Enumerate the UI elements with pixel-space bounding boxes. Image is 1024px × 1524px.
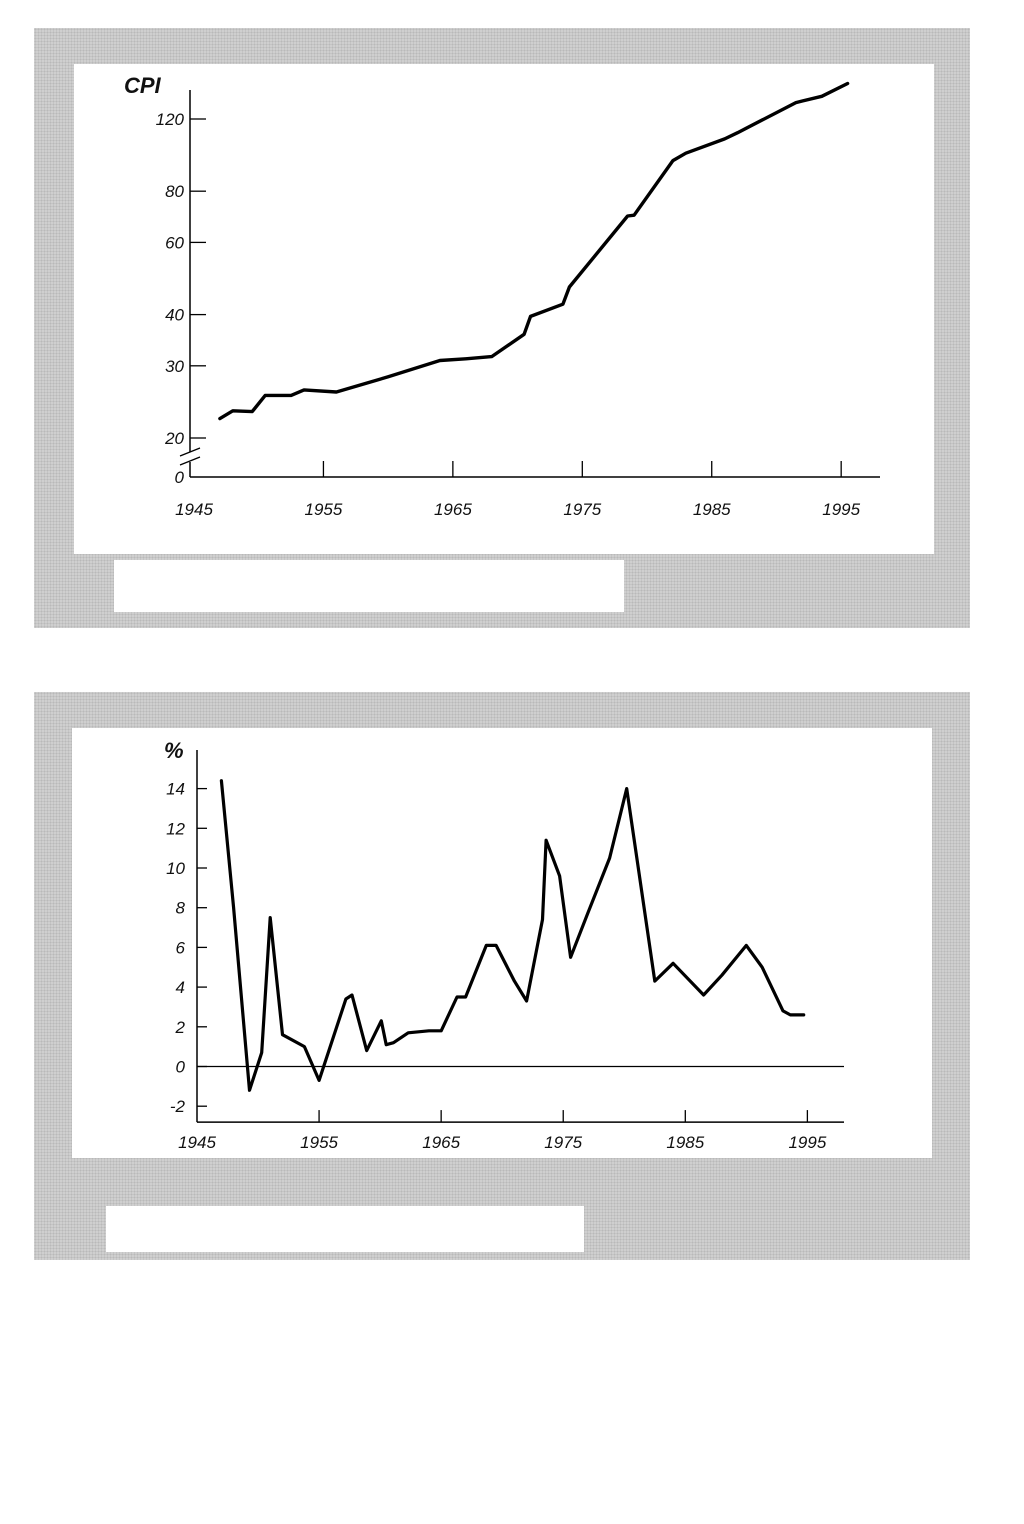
y-tick-label: 40 [165,305,184,325]
y-tick-label: 20 [165,429,184,448]
x-tick-label: 1975 [544,1133,583,1153]
inflation-series-line [221,781,803,1091]
y-tick-label: 12 [166,819,185,839]
x-tick-label: 1955 [304,500,343,519]
inflation-chart [34,692,970,1260]
inflation-chart-panel [34,692,970,1260]
x-tick-label: 1995 [822,500,861,519]
y-tick-label: 6 [175,938,185,958]
x-tick-label: 1965 [422,1133,461,1153]
x-tick-label: 1945 [175,500,213,519]
y-tick-label: 4 [175,978,185,998]
y-axis-title: CPI [124,73,161,98]
x-tick-label: 1965 [433,500,472,519]
cpi-chart [34,28,970,628]
y-tick-label: 14 [166,779,185,799]
x-tick-label: 1985 [666,1133,705,1153]
y-tick-label: 10 [166,859,185,878]
x-tick-label: 1945 [178,1133,216,1153]
y-tick-label: 2 [175,1017,185,1037]
y-tick-label: -2 [169,1097,185,1117]
y-tick-label: 120 [155,110,184,129]
cpi-series-line [220,84,848,419]
x-tick-label: 1975 [563,500,602,519]
y-axis-title: % [164,738,184,763]
y-tick-label: 0 [174,468,184,487]
y-tick-label: 60 [165,233,184,253]
x-tick-label: 1995 [788,1133,827,1153]
y-tick-label: 80 [165,182,184,202]
y-tick-label: 8 [175,898,185,918]
y-tick-label: 0 [175,1057,185,1077]
x-tick-label: 1955 [300,1133,338,1153]
cpi-chart-panel [34,28,970,628]
y-tick-label: 30 [165,356,184,376]
x-tick-label: 1985 [692,500,731,519]
